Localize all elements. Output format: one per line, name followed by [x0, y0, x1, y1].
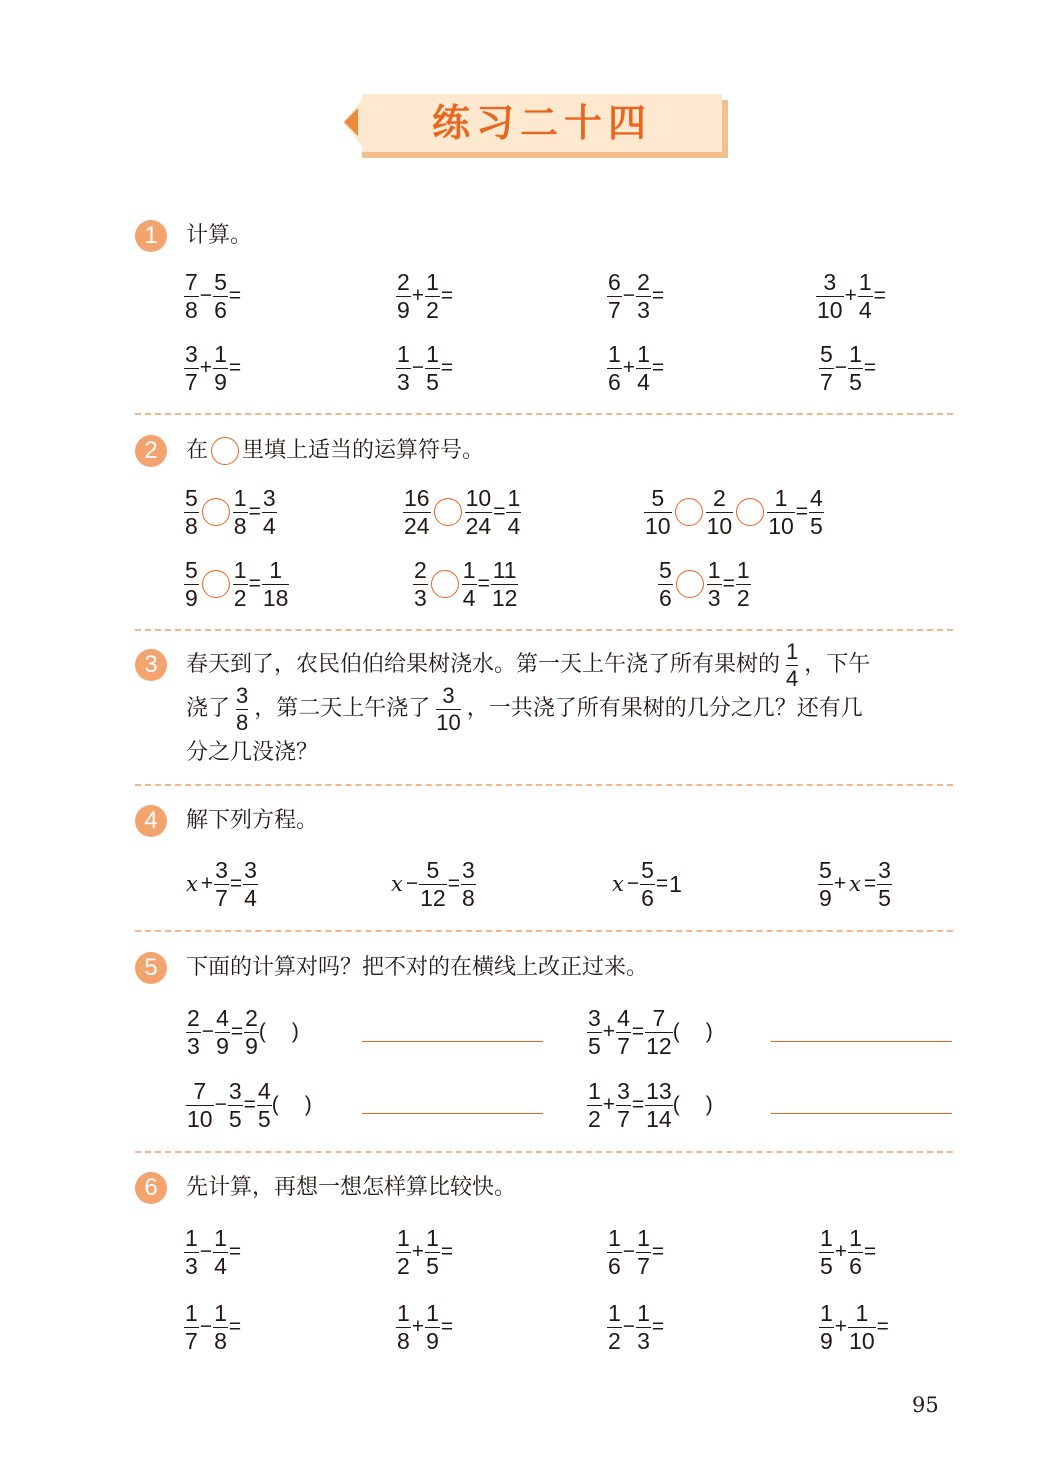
- blank-circle-icon: [211, 437, 239, 465]
- exercise-6-7: 1 2 − 1 3 =: [608, 1300, 665, 1354]
- exercise-6-5: 1 7 − 1 8 =: [185, 1300, 242, 1354]
- exercise-6-1: 1 3 − 1 4 =: [185, 1225, 242, 1279]
- section-2-number: 2: [135, 435, 167, 467]
- section-6-instruction: 先计算，再想一想怎样算比较快。: [186, 1175, 517, 1200]
- exercise-2-5: 2 3 1 4 = 11 12: [414, 557, 518, 611]
- check-4: 1 2 + 3 7 = 13 14 ( ): [587, 1079, 717, 1131]
- correction-line[interactable]: [362, 1041, 543, 1042]
- exercise-2-2: 16 24 10 24 = 1 4: [404, 485, 521, 539]
- section-3-number: 3: [135, 649, 167, 681]
- exercise-2-1: 5 8 1 8 = 3 4: [185, 485, 276, 539]
- section-4-instruction: 解下列方程。: [186, 808, 319, 833]
- page-number: 95: [912, 1393, 939, 1417]
- section-divider: [135, 784, 953, 786]
- exercise-2-6: 5 6 1 3 = 1 2: [659, 557, 750, 611]
- equation-3: x − 5 6 = 1: [612, 857, 682, 911]
- check-2: 3 5 + 4 7 = 7 12 ( ): [587, 1006, 717, 1058]
- exercise-1-6: 1 3 − 1 5 =: [397, 341, 454, 395]
- page-title: 练习二十四: [431, 100, 652, 145]
- exercise-1-1: 7 8 − 5 6 =: [185, 269, 242, 323]
- section-5-instruction: 下面的计算对吗？把不对的在横线上改正过来。: [186, 955, 649, 980]
- section-3-line-3: 分之几没浇？: [186, 740, 319, 765]
- check-3: 7 10 − 3 5 = 4 5 ( ): [186, 1079, 316, 1131]
- section-4-number: 4: [135, 805, 167, 837]
- section-divider: [135, 413, 953, 415]
- exercise-1-3: 6 7 − 2 3 =: [608, 269, 665, 323]
- section-6-number: 6: [135, 1172, 167, 1204]
- operator-blank[interactable]: [434, 498, 462, 526]
- section-2-instruction: 在 里填上适当的运算符号。: [186, 438, 485, 463]
- title-banner: [344, 94, 728, 158]
- exercise-6-4: 1 5 + 1 6 =: [820, 1225, 877, 1279]
- equation-4: 5 9 + x = 3 5: [819, 857, 891, 911]
- exercise-6-2: 1 2 + 1 5 =: [397, 1225, 454, 1279]
- section-1-number: 1: [135, 220, 167, 252]
- section-divider: [135, 629, 953, 631]
- equation-1: x + 3 7 = 3 4: [186, 857, 257, 911]
- operator-blank[interactable]: [431, 570, 459, 598]
- equation-2: x − 5 12 = 3 8: [391, 857, 475, 911]
- section-divider: [135, 1151, 953, 1153]
- check-1: 2 3 − 4 9 = 2 9 ( ): [186, 1006, 303, 1058]
- answer-bracket[interactable]: ( ): [672, 1020, 713, 1043]
- operator-blank[interactable]: [202, 498, 230, 526]
- section-3-line-2: 浇了 3 8 ，第二天上午浇了 3 10 ，一共浇了所有果树的几分之几？还有几: [186, 682, 863, 735]
- exercise-6-3: 1 6 − 1 7 =: [608, 1225, 665, 1279]
- section-1-instruction: 计算。: [186, 223, 253, 248]
- operator-blank[interactable]: [675, 498, 703, 526]
- correction-line[interactable]: [362, 1113, 543, 1114]
- answer-bracket[interactable]: ( ): [271, 1093, 312, 1116]
- correction-line[interactable]: [771, 1113, 952, 1114]
- answer-bracket[interactable]: ( ): [672, 1093, 713, 1116]
- operator-blank[interactable]: [676, 570, 704, 598]
- exercise-2-3: 5 10 2 10 1 10 = 4 5: [645, 485, 823, 539]
- exercise-2-4: 5 9 1 2 = 1 18: [185, 557, 289, 611]
- operator-blank[interactable]: [736, 498, 764, 526]
- exercise-1-8: 5 7 − 1 5 =: [820, 341, 877, 395]
- section-3-line-1: 春天到了，农民伯伯给果树浇水。第一天上午浇了所有果树的 1 4 ，下午: [186, 638, 871, 691]
- answer-bracket[interactable]: ( ): [258, 1020, 299, 1043]
- section-5-number: 5: [135, 952, 167, 984]
- exercise-1-2: 2 9 + 1 2 =: [397, 269, 454, 323]
- section-divider: [135, 930, 953, 932]
- correction-line[interactable]: [771, 1041, 952, 1042]
- banner-arrow-accent: [344, 108, 358, 136]
- exercise-6-6: 1 8 + 1 9 =: [397, 1300, 454, 1354]
- operator-blank[interactable]: [202, 570, 230, 598]
- exercise-1-5: 3 7 + 1 9 =: [185, 341, 242, 395]
- exercise-1-4: 3 10 + 1 4 =: [817, 269, 886, 323]
- exercise-6-8: 1 9 + 1 10 =: [820, 1300, 889, 1354]
- exercise-1-7: 1 6 + 1 4 =: [608, 341, 665, 395]
